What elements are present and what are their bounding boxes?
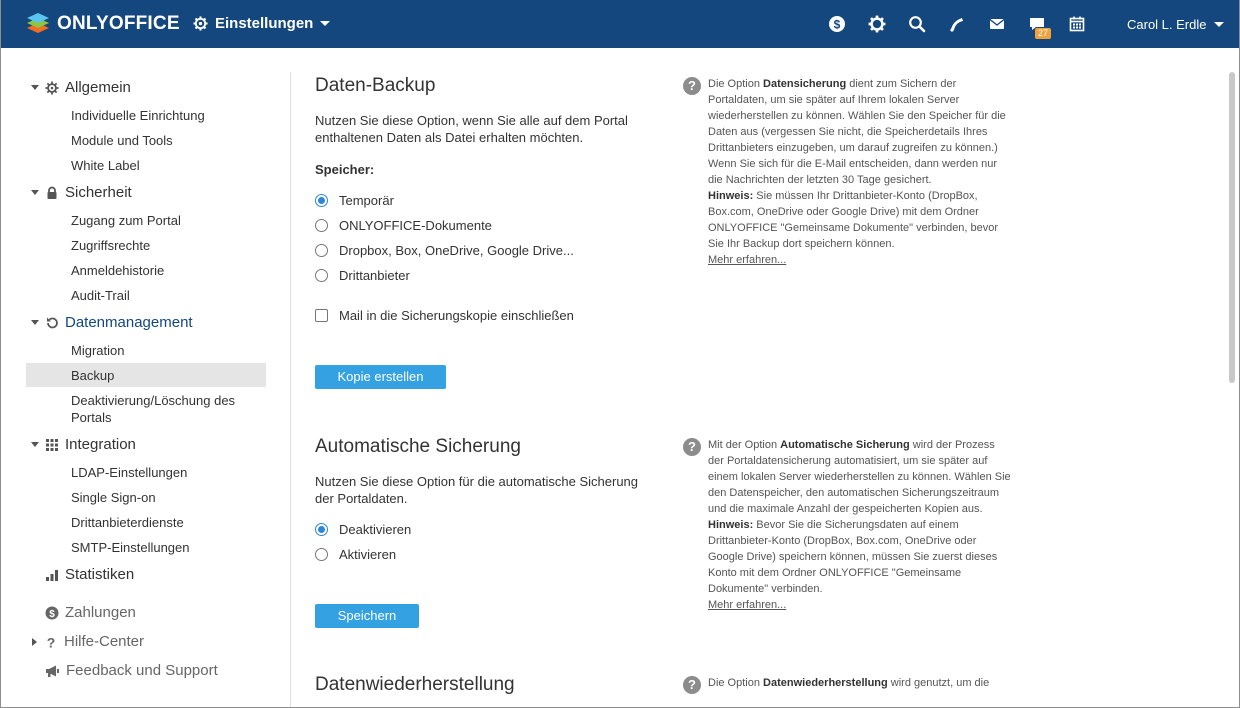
- auto-backup-description: Nutzen Sie diese Option für die automatische Sicherung der Portaldaten.: [315, 474, 639, 506]
- checkbox-label: Mail in die Sicherungskopie einschließen: [339, 308, 574, 323]
- radio-temporaer[interactable]: [315, 193, 394, 208]
- help-text: Die Option Datenwiederherstellung wird genutzt, um die: [708, 677, 990, 689]
- sidebar-item-ldap[interactable]: LDAP-Einstellungen: [71, 465, 188, 480]
- help-text: Die Option Datensicherung dient zum Sichern der Portaldaten, um sie später auf Ihrem lokalen Server wiederherstellen zu können. Wählen Sie den Speicher für die Daten aus (vergessen Sie nicht, die Speicherdetails Ihres Drittanbieters einzugeben, um darauf zugreifen zu können.) Wenn Sie sich für die E-Mail entscheiden, dann werden nur die Nachrichten der letzten 30 Tage gesichert. Hinweis: Sie müssen Ihr Drittanbieter-Konto (DropBox, Box.com, OneDrive oder Google Drive) mit dem Ordner ONLYOFFICE "Gemeinsame Dokumente" verbinden, bevor Sie Ihr Backup dort speichern können. Mehr erfahren...: [708, 76, 1013, 268]
- backup-description: Nutzen Sie diese Option, wenn Sie alle auf dem Portal enthaltenen Daten als Datei erhalten möchten.: [315, 113, 628, 145]
- sidebar-selected-highlight: [26, 363, 266, 387]
- logo-text: ONLYOFFICE: [57, 13, 180, 34]
- radio-button[interactable]: [315, 219, 328, 232]
- sidebar-item-anmeldehistorie[interactable]: Anmeldehistorie: [71, 263, 165, 278]
- sidebar-item-deaktivierung-loeschung[interactable]: Deaktivierung/Löschung des Portals: [71, 393, 236, 425]
- storage-label: Speicher:: [315, 162, 375, 177]
- radio-label: Drittanbieter: [339, 268, 410, 283]
- question-icon: [44, 635, 58, 649]
- radio-deaktivieren[interactable]: [315, 522, 411, 537]
- dollar-icon: [45, 606, 59, 620]
- feed-icon[interactable]: [948, 15, 966, 33]
- sidebar-item-audit-trail[interactable]: Audit-Trail: [71, 288, 130, 303]
- create-copy-button[interactable]: Kopie erstellen: [315, 365, 446, 389]
- chevron-down-icon: [1214, 22, 1224, 27]
- settings-gear-icon[interactable]: [868, 15, 886, 33]
- top-navigation-bar: [1, 0, 1240, 48]
- learn-more-link[interactable]: Mehr erfahren...: [708, 599, 787, 611]
- category-label: Statistiken: [65, 566, 135, 583]
- sidebar-item-individuelle-einrichtung[interactable]: Individuelle Einrichtung: [71, 108, 205, 123]
- sidebar-category-statistiken[interactable]: [31, 566, 134, 583]
- radio-button-checked[interactable]: [315, 194, 328, 207]
- auto-backup-title: Automatische Sicherung: [315, 436, 521, 457]
- sidebar-item-white-label[interactable]: White Label: [71, 158, 140, 173]
- sidebar-category-zahlungen[interactable]: [31, 604, 136, 621]
- notification-badge: 27: [1035, 28, 1051, 39]
- svg-text:$: $: [49, 608, 55, 620]
- backup-title: Daten-Backup: [315, 75, 436, 96]
- radio-drittanbieter[interactable]: [315, 268, 410, 283]
- search-icon[interactable]: [908, 15, 926, 33]
- radio-button[interactable]: [315, 244, 328, 257]
- category-label: Allgemein: [65, 79, 131, 96]
- sidebar-item-zugriffsrechte[interactable]: Zugriffsrechte: [71, 238, 151, 253]
- grid-icon: [45, 438, 59, 452]
- radio-label: Temporär: [339, 193, 394, 208]
- sidebar-item-module-und-tools[interactable]: Module und Tools: [71, 133, 173, 148]
- svg-text:$: $: [833, 17, 841, 32]
- radio-onlyoffice-dokumente[interactable]: [315, 218, 492, 233]
- help-text: Mit der Option Automatische Sicherung wird der Prozess der Portaldatensicherung automatisiert, um sie später auf einem lokalen Server wiederherstellen zu können. Wählen Sie den Datenspeicher, den automatischen Sicherungszeitraum und die maximale Anzahl der gespeicherten Kopien aus. Hinweis: Bevor Sie die Sicherungsdaten auf einem Drittanbieter-Konto (DropBox, Box.com, OneDrive oder Google Drive) speichern können, müssen Sie zuerst dieses Konto mit dem Ordner ONLYOFFICE "Gemeinsame Dokumente" verbinden. Mehr erfahren...: [708, 437, 1013, 613]
- sidebar-item-sso[interactable]: Single Sign-on: [71, 490, 156, 505]
- restore-title: Datenwiederherstellung: [315, 674, 515, 695]
- expand-arrow-icon: [31, 85, 39, 90]
- svg-text:?: ?: [46, 634, 56, 649]
- radio-button[interactable]: [315, 548, 328, 561]
- sidebar-divider: [290, 72, 291, 708]
- help-question-icon: ?: [683, 676, 701, 694]
- include-mail-checkbox[interactable]: [315, 308, 574, 323]
- category-label: Datenmanagement: [65, 314, 193, 331]
- radio-label: Deaktivieren: [339, 522, 412, 537]
- category-label: Zahlungen: [65, 604, 136, 621]
- radio-button[interactable]: [315, 269, 328, 282]
- sidebar-category-hilfe-center[interactable]: [31, 633, 144, 650]
- save-button[interactable]: Speichern: [315, 604, 419, 628]
- mail-icon[interactable]: [988, 15, 1006, 33]
- help-question-icon: ?: [683, 438, 701, 456]
- gear-icon: [193, 16, 208, 31]
- gear-icon: [45, 81, 59, 95]
- sidebar-category-sicherheit[interactable]: [31, 184, 132, 201]
- restore-icon: [45, 316, 59, 330]
- user-menu[interactable]: [1127, 17, 1224, 32]
- radio-cloud-services[interactable]: [315, 243, 574, 258]
- logo-layers-icon: [25, 11, 51, 37]
- help-question-icon: ?: [683, 77, 701, 95]
- megaphone-icon: [45, 664, 60, 678]
- radio-label: ONLYOFFICE-Dokumente: [339, 218, 492, 233]
- sidebar-item-backup[interactable]: Backup: [71, 368, 115, 383]
- sidebar-category-integration[interactable]: [31, 436, 136, 453]
- radio-aktivieren[interactable]: [315, 547, 396, 562]
- sidebar-item-smtp[interactable]: SMTP-Einstellungen: [71, 540, 190, 555]
- scrollbar-thumb[interactable]: [1229, 72, 1235, 383]
- user-name: Carol L. Erdle: [1127, 17, 1207, 32]
- category-label: Hilfe-Center: [64, 633, 145, 650]
- sidebar-category-datenmanagement[interactable]: [31, 314, 193, 331]
- payments-icon[interactable]: [828, 15, 846, 33]
- sidebar-item-drittanbieterdienste[interactable]: Drittanbieterdienste: [71, 515, 184, 530]
- onlyoffice-logo[interactable]: [25, 11, 180, 37]
- lock-icon: [45, 186, 59, 200]
- chevron-down-icon: [320, 21, 330, 26]
- sidebar-category-feedback[interactable]: [31, 662, 218, 679]
- category-label: Feedback und Support: [66, 662, 218, 679]
- checkbox[interactable]: [315, 309, 328, 322]
- radio-label: Aktivieren: [339, 547, 397, 562]
- calendar-icon[interactable]: [1068, 15, 1086, 33]
- category-label: Integration: [65, 436, 136, 453]
- expand-arrow-icon: [31, 320, 39, 325]
- expand-arrow-icon: [32, 638, 37, 646]
- expand-arrow-icon: [31, 190, 39, 195]
- radio-label: Dropbox, Box, OneDrive, Google Drive...: [339, 243, 574, 258]
- radio-button-checked[interactable]: [315, 523, 328, 536]
- expand-arrow-icon: [31, 442, 39, 447]
- module-selector[interactable]: [193, 15, 330, 32]
- sidebar-item-zugang-zum-portal[interactable]: Zugang zum Portal: [71, 213, 181, 228]
- sidebar-item-migration[interactable]: Migration: [71, 343, 125, 358]
- learn-more-link[interactable]: Mehr erfahren...: [708, 254, 787, 266]
- sidebar-category-allgemein[interactable]: [31, 79, 131, 96]
- bar-chart-icon: [45, 568, 59, 582]
- module-label: Einstellungen: [215, 15, 314, 32]
- category-label: Sicherheit: [65, 184, 132, 201]
